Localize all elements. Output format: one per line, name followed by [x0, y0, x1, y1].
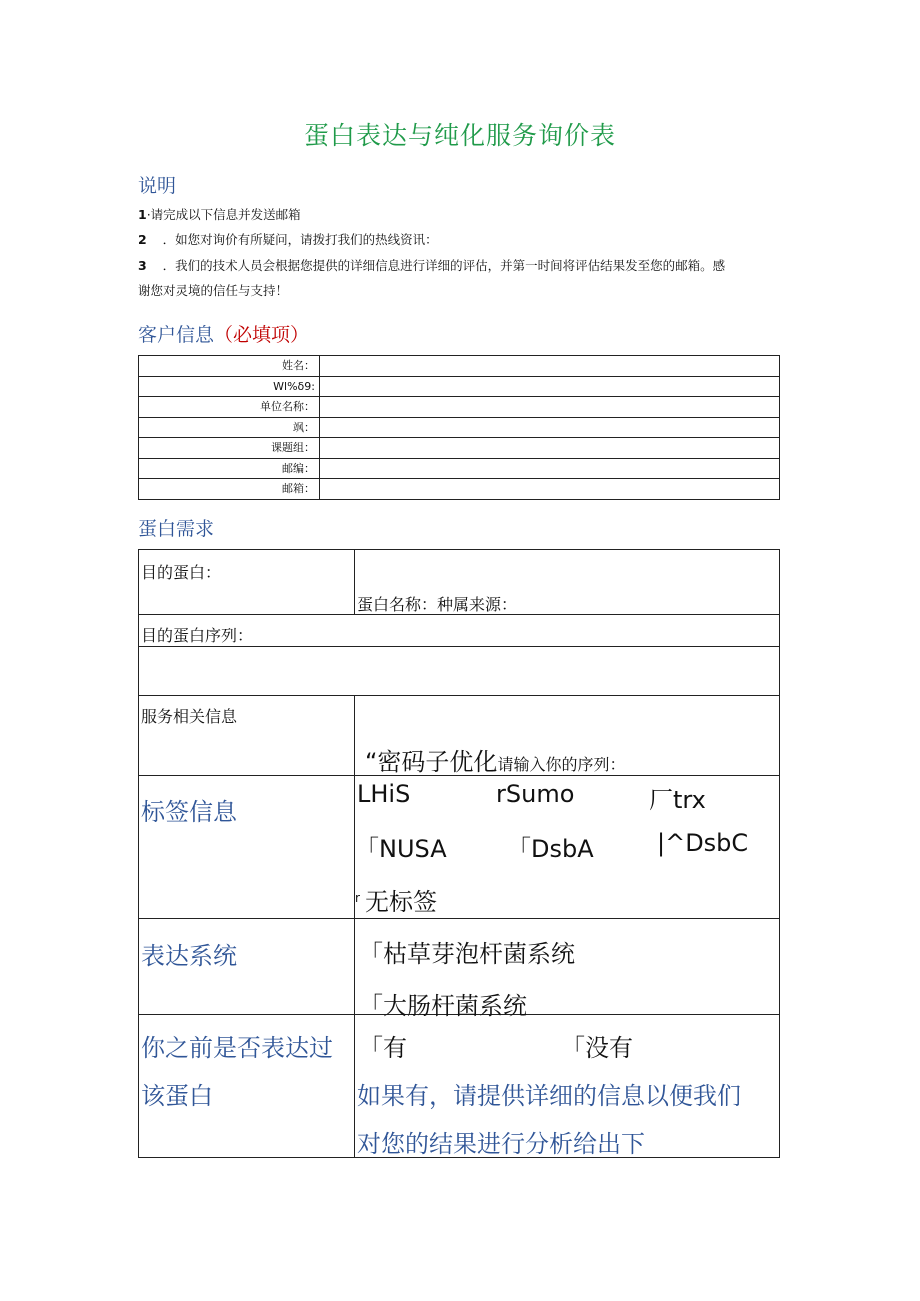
tag-option-trx[interactable]: 厂trx	[649, 786, 706, 814]
target-protein-label-cell	[139, 550, 355, 615]
tag-option-dsba[interactable]: 「DsbA	[507, 835, 594, 863]
tag-label-cell	[139, 776, 355, 919]
instruction-num: 2	[138, 232, 147, 247]
prior-option-no[interactable]: 「没有	[561, 1034, 633, 1062]
system-options-cell	[355, 919, 780, 1020]
table-row	[139, 696, 780, 776]
table-row	[139, 615, 780, 647]
service-label-cell	[139, 696, 355, 776]
sequence-label: 目的蛋白序列：	[141, 626, 254, 645]
codon-optimization-cell	[355, 696, 780, 776]
instruction-text: ·请完成以下信息并发送邮箱	[146, 207, 301, 222]
page-title: 蛋白表达与纯化服务询价表	[303, 121, 616, 150]
phone-field[interactable]	[320, 417, 780, 438]
organization-field[interactable]	[320, 397, 780, 418]
prior-options-cell	[355, 1015, 780, 1158]
field-label-email: 邮箱：	[139, 479, 320, 500]
none-mark: r	[355, 891, 360, 905]
tag-option-none[interactable]	[355, 882, 437, 917]
name-field[interactable]	[320, 356, 780, 377]
prior-option-yes[interactable]: 「有	[359, 1034, 407, 1062]
field-label-organization: 单位名称：	[139, 397, 320, 418]
prior-label-cell	[139, 1015, 355, 1158]
system-option-bacillus[interactable]: 「枯草芽泡杆菌系统	[359, 940, 575, 968]
table-row	[139, 397, 780, 418]
instruction-text: ．我们的技术人员会根据您提供的详细信息进行详细的评估，并第一时间将评估结果发至您的邮箱。感	[162, 258, 726, 273]
table-row	[139, 479, 780, 500]
sequence-prompt: 请输入你的序列：	[497, 755, 626, 774]
tag-option-rsumo[interactable]: rSumo	[496, 780, 575, 808]
sequence-label-cell	[139, 615, 780, 647]
tag-label: 标签信息	[141, 798, 237, 826]
table-row	[139, 647, 780, 696]
table-row	[139, 1015, 780, 1158]
table-row	[139, 550, 780, 615]
contact-field[interactable]	[320, 376, 780, 397]
instruction-item-3	[138, 254, 788, 278]
table-row	[139, 458, 780, 479]
instruction-item-2	[138, 228, 438, 252]
prior-label-line2: 该蛋白	[141, 1082, 213, 1110]
table-row	[139, 919, 780, 1015]
system-label-cell	[139, 919, 355, 1015]
instruction-num: 3	[138, 258, 147, 273]
instruction-text: ．如您对询价有所疑问，请拨打我们的热线资讯：	[162, 232, 438, 247]
required-note: （必填项）	[214, 324, 310, 346]
tag-option-dsbc[interactable]: |^DsbC	[657, 829, 749, 857]
codon-optimization-label: “密码子优化	[365, 748, 498, 776]
target-protein-field[interactable]	[355, 550, 780, 615]
field-label-group: 课题组：	[139, 438, 320, 459]
protein-requirements-table	[138, 549, 780, 1158]
tag-none-label: 无标签	[365, 888, 438, 916]
instructions-heading: 说明	[138, 175, 177, 197]
table-row	[139, 356, 780, 377]
system-option-ecoli[interactable]: 「大肠杆菌系统	[359, 992, 527, 1020]
target-protein-label: 目的蛋白：	[141, 563, 222, 582]
codon-optimization-option[interactable]	[365, 742, 625, 777]
field-label-name: 姓名：	[139, 356, 320, 377]
field-label-contact: Wl%δ9:	[139, 376, 320, 397]
email-field[interactable]	[320, 479, 780, 500]
prior-label-line1: 你之前是否表达过	[141, 1034, 333, 1062]
instruction-item-1	[138, 203, 301, 227]
instruction-num: 1	[138, 207, 147, 222]
tag-options-cell	[355, 776, 780, 919]
tag-option-lhis[interactable]: LHiS	[357, 780, 411, 808]
tag-option-nusa[interactable]: 「NUSA	[355, 835, 447, 863]
service-label: 服务相关信息	[141, 707, 238, 726]
table-row	[139, 776, 780, 919]
zip-field[interactable]	[320, 458, 780, 479]
table-row	[139, 438, 780, 459]
name-source-label: 蛋白名称：种属来源：	[357, 595, 518, 614]
customer-heading-text: 客户信息	[138, 324, 215, 346]
customer-info-table	[138, 355, 780, 500]
table-row	[139, 417, 780, 438]
sequence-field[interactable]	[139, 647, 780, 696]
group-field[interactable]	[320, 438, 780, 459]
field-label-phone: 飒：	[139, 417, 320, 438]
instruction-item-3-cont: 谢您对灵境的信任与支持！	[138, 283, 289, 298]
field-label-zip: 邮编：	[139, 458, 320, 479]
prior-note-line2: 对您的结果进行分析给出下	[357, 1130, 645, 1158]
customer-heading	[138, 320, 309, 347]
protein-heading: 蛋白需求	[138, 518, 215, 540]
system-label: 表达系统	[141, 942, 237, 970]
prior-note-line1: 如果有，请提供详细的信息以便我们	[357, 1082, 741, 1110]
table-row	[139, 376, 780, 397]
